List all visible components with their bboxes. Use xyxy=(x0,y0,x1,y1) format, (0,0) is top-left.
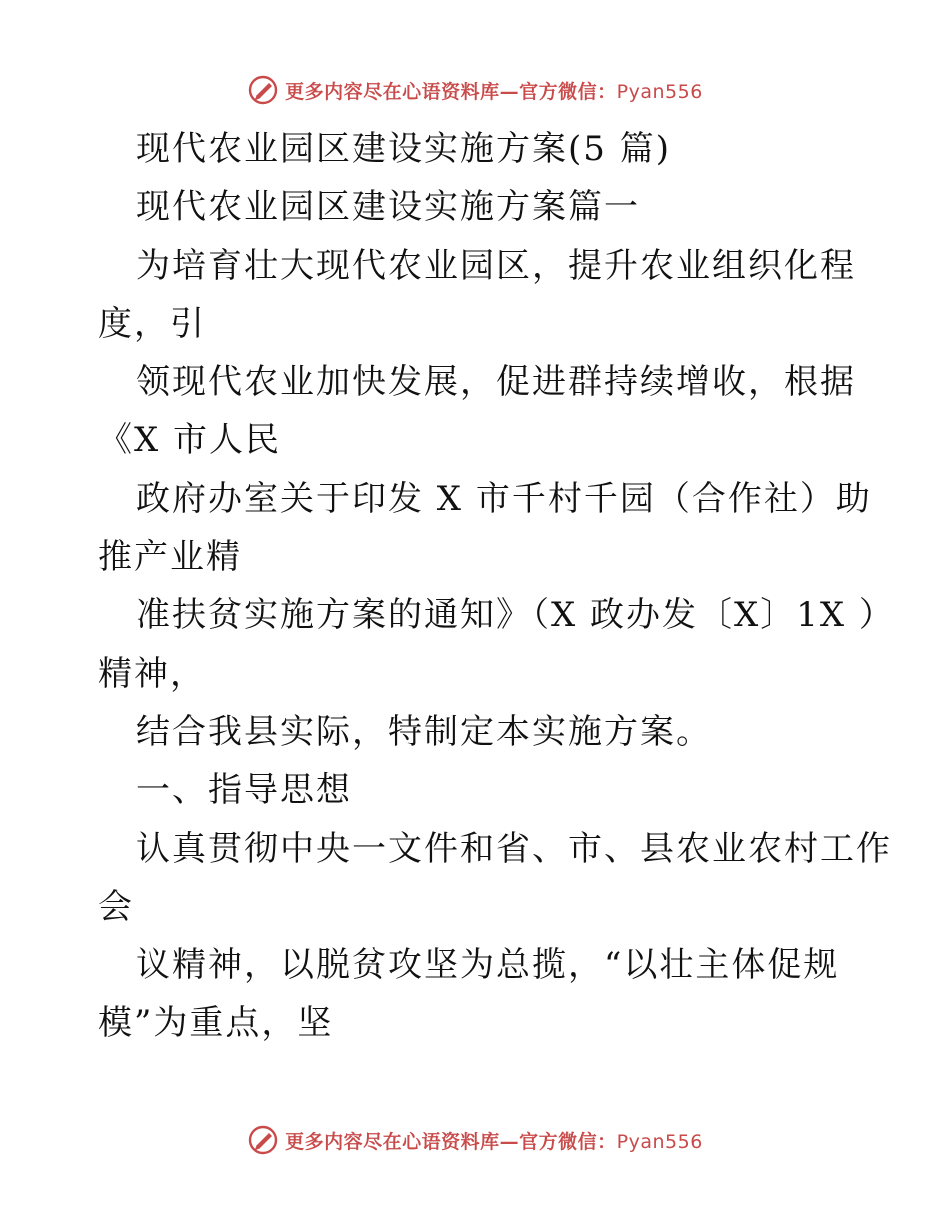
banner-text xyxy=(285,1127,703,1154)
banner-wechat-id: Pyan556 xyxy=(616,80,703,103)
section-heading: 一、指导思想 xyxy=(136,770,352,811)
document-body xyxy=(98,120,895,1053)
section-heading: 现代农业园区建设实施方案篇一 xyxy=(136,187,640,228)
quill-pen-logo-icon xyxy=(247,1124,279,1156)
paragraph-line: 为培育壮大现代农业园区，提升农业组织化程 xyxy=(136,245,856,286)
banner-text xyxy=(285,77,703,104)
paragraph-line: 推产业精 xyxy=(98,537,242,578)
banner-wechat-id: Pyan556 xyxy=(616,1130,703,1153)
paragraph-line: 领现代农业加快发展，促进群持续增收，根据 xyxy=(136,362,856,403)
paragraph-line: 会 xyxy=(98,886,134,927)
paragraph-line: 准扶贫实施方案的通知》（X 政办发〔X〕1X ） xyxy=(136,595,895,636)
paragraph-line: 结合我县实际，特制定本实施方案。 xyxy=(136,711,712,752)
banner-text-cn: 更多内容尽在心语资料库—官方微信： xyxy=(285,80,617,103)
paragraph-line: 度，引 xyxy=(98,303,206,344)
paragraph-line: 议精神，以脱贫攻坚为总揽，“以壮主体促规 xyxy=(136,945,840,986)
paragraph-line: 《X 市人民 xyxy=(98,420,282,461)
paragraph-line: 政府办室关于印发 X 市千村千园（合作社）助 xyxy=(136,478,872,519)
paragraph-line: 精神， xyxy=(98,653,206,694)
paragraph-line: 模”为重点，坚 xyxy=(98,1003,334,1044)
quill-pen-logo-icon xyxy=(247,74,279,106)
paragraph-line: 认真贯彻中央一文件和省、市、县农业农村工作 xyxy=(136,828,892,869)
banner-text-cn: 更多内容尽在心语资料库—官方微信： xyxy=(285,1130,617,1153)
footer-banner xyxy=(0,1120,950,1160)
header-banner xyxy=(0,70,950,110)
document-title: 现代农业园区建设实施方案(5 篇) xyxy=(136,129,671,169)
